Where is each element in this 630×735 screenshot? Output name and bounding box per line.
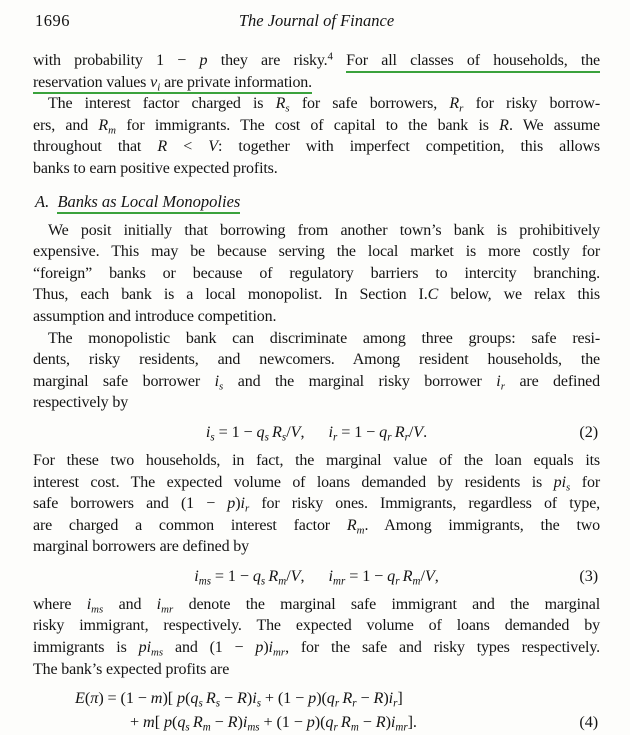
- text-line: expensive. This may be because serving the local market is more costly for: [33, 243, 600, 261]
- text-line: dents, risky residents, and newcomers. Among resident households, the: [33, 351, 600, 369]
- journal-title: The Journal of Finance: [238, 11, 395, 30]
- page-header: [33, 10, 600, 32]
- text-line: “foreign” banks or because of regulatory barriers to intercity branching.: [33, 264, 600, 282]
- text-line: The monopolistic bank can discriminate among three groups: safe resi-: [48, 329, 600, 347]
- text-line: risky immigrant, respectively. The expected volume of loans demanded by: [33, 617, 600, 635]
- paragraph-4: [33, 328, 600, 414]
- text-line: marginal safe borrower $i_s$ and the marginal risky borrower $i_r$ are defined: [33, 372, 600, 392]
- text-line: We posit initially that borrowing from another town’s bank is prohibitively: [48, 221, 600, 239]
- equation-4-line-2-row: [33, 710, 600, 734]
- equation-2-number: (2): [579, 422, 598, 441]
- text-line: safe borrowers and $(1 - p)i_r$ for risky ones. Immigrants, regardless of type,: [33, 495, 600, 515]
- text-line: reservation values $v_i$ are private information.: [33, 73, 312, 93]
- paragraph-2: [33, 93, 600, 179]
- text-line: The interest factor charged is $R_s$ for safe borrowers, $R_r$ for risky borrow-: [48, 95, 600, 115]
- equation-2-body: $i_s = 1 - q_s$ $R_s/V$, $i_r = 1 - q_r$ $R_r/V$.: [205, 422, 428, 444]
- equation-3-number: (3): [579, 566, 598, 585]
- equation-2: [33, 420, 600, 444]
- equation-3-body: $i_{ms} = 1 - q_s$ $R_m/V$, $i_{mr} = 1 - q_r$ $R_m/V$,: [194, 566, 439, 588]
- equation-3: [33, 564, 600, 588]
- equation-4-line-2: + m[ $p(q_s$ $R_m - R)i_{ms} + (1 - p)(q_r$ $R_m - R)i_{mr}$].: [130, 713, 417, 734]
- text-line: interest cost. The expected volume of loans demanded by residents is $pi_s$ for: [33, 473, 600, 493]
- paragraph-5: [33, 450, 600, 558]
- text-line: respectively by: [33, 394, 129, 412]
- text-line: For these two households, in fact, the marginal value of the loan equals its: [33, 451, 600, 469]
- paragraph-1: [33, 50, 600, 93]
- text-line: assumption and introduce competition.: [33, 307, 277, 325]
- text-line: ers, and $R_m$ for immigrants. The cost of capital to the bank is R. We assume: [33, 116, 600, 137]
- text-line: where $i_{ms}$ and $i_{mr}$ denote the marginal safe immigrant and the marginal: [33, 595, 601, 616]
- equation-4-line-1: E(π) = (1 − m)[ $p(q_s$ $R_s - R)i_s + (1 - p)(q_r$ $R_r - R)i_r$]: [75, 689, 403, 710]
- text-line: throughout that R < V: together with imperfect competition, this allows: [33, 138, 601, 156]
- text-line: immigrants is $pi_{ms}$ and $(1 - p)i_{mr}$, for the safe and risky types respectively.: [33, 639, 600, 659]
- text-line: with probability 1 − p they are risky.$^4$ For all classes of households, the: [33, 50, 600, 72]
- page-number: 1696: [35, 11, 70, 30]
- equation-4: [33, 686, 600, 734]
- text-line: marginal borrowers are defined by: [33, 538, 250, 556]
- paragraph-6: [33, 594, 600, 680]
- section-heading: A. Banks as Local Monopolies: [35, 191, 600, 213]
- paragraph-3: [33, 220, 600, 328]
- text-line: are charged a common interest factor $R_m$. Among immigrants, the two: [33, 516, 600, 536]
- equation-4-number: (4): [579, 713, 598, 732]
- text-line: The bank’s expected profits are: [33, 660, 230, 678]
- text-line: banks to earn positive expected profits.: [33, 159, 278, 177]
- text-line: Thus, each bank is a local monopolist. In Section I.C below, we relax this: [33, 286, 600, 304]
